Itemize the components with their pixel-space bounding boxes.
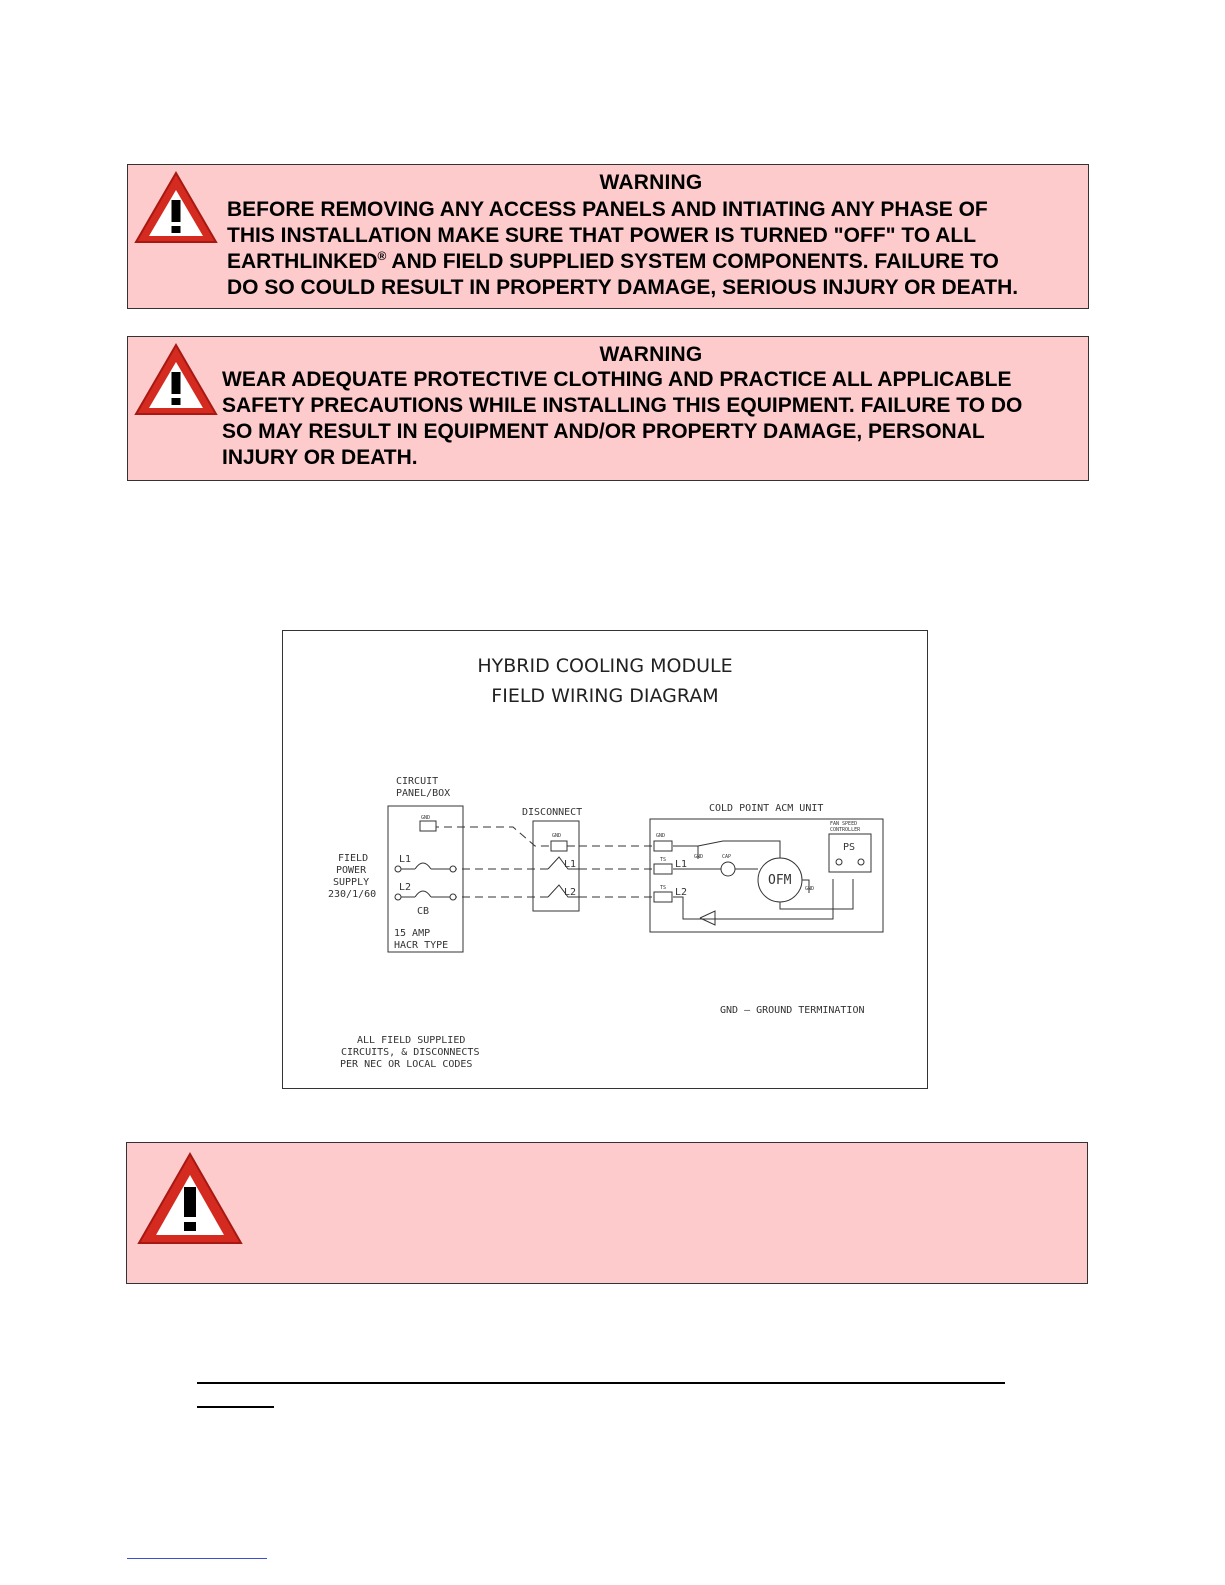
amp-rating-label: 15 AMP [394, 928, 431, 939]
ts-label: TS [660, 885, 667, 891]
amp-rating-label: HACR TYPE [394, 940, 449, 951]
field-wiring-diagram [282, 630, 928, 1089]
unit-label: COLD POINT ACM UNIT [709, 803, 824, 814]
warning-box-protective-clothing [127, 336, 1089, 481]
breaker-cb-label: CB [417, 906, 430, 917]
fan-controller-box [829, 834, 871, 872]
fan-controller-label: FAN SPEED [830, 821, 858, 827]
warning-text: WEAR ADEQUATE PROTECTIVE CLOTHING AND PRACTICE ALL APPLICABLE SAFETY PRECAUTIONS WHILE INSTALLING THIS EQUIPMENT. FAILURE TO DO SO MAY RESULT IN EQUIPMENT AND/OR PROPERTY DAMAGE, PERSONAL INJURY OR DEATH. [222, 368, 1023, 469]
warning-box-empty [126, 1142, 1088, 1284]
circuit-panel-label: PANEL/BOX [396, 788, 451, 799]
cap-label: CAP [722, 854, 732, 860]
field-note: ALL FIELD SUPPLIED [357, 1035, 466, 1046]
diagram-title-line1: HYBRID COOLING MODULE [477, 655, 733, 677]
field-note: PER NEC OR LOCAL CODES [340, 1059, 473, 1070]
circuit-panel-label: CIRCUIT [396, 776, 439, 787]
ofm-label: OFM [768, 873, 792, 888]
ts-label: TS [660, 857, 667, 863]
disconnect-l1-label: L1 [564, 859, 577, 870]
footnote-rule [127, 1558, 267, 1559]
gnd-label: GND [694, 854, 704, 860]
field-supply-label: FIELD [338, 853, 369, 864]
diagram-title-line2: FIELD WIRING DIAGRAM [491, 685, 719, 707]
warning-title: WARNING [599, 171, 703, 194]
underline-rule [197, 1406, 274, 1408]
breaker-l1-label: L1 [399, 854, 412, 865]
unit-l2-label: L2 [675, 887, 688, 898]
gnd-label: GND [552, 833, 562, 839]
breaker-l2-label: L2 [399, 882, 412, 893]
unit-l1-label: L1 [675, 859, 688, 870]
fan-controller-label: CONTROLLER [830, 827, 861, 833]
disconnect-l2-label: L2 [564, 887, 577, 898]
gnd-label: GND [421, 815, 431, 821]
disconnect-label: DISCONNECT [522, 807, 583, 818]
warning-box-power-off [127, 164, 1089, 309]
field-supply-label: SUPPLY [333, 877, 370, 888]
warning-title: WARNING [599, 343, 703, 366]
field-note: CIRCUITS, & DISCONNECTS [341, 1047, 480, 1058]
gnd-label: GND [656, 833, 666, 839]
registered-mark: ® [377, 249, 387, 263]
warning-triangle-icon [135, 1151, 245, 1247]
gnd-label: GND [805, 886, 815, 892]
warning-text: BEFORE REMOVING ANY ACCESS PANELS AND INTIATING ANY PHASE OF THIS INSTALLATION MAKE SURE THAT POWER IS TURNED "OFF" TO ALL EARTHLINKED® AND FIELD SUPPLIED SYSTEM COMPONENTS. FAILURE TO DO SO COULD RESULT IN PROPERTY DAMAGE, SERIOUS INJURY OR DEATH. [227, 198, 1019, 299]
wiring-schematic [283, 631, 929, 1090]
unit-box [650, 819, 883, 932]
capacitor [721, 862, 735, 876]
field-supply-label: POWER [336, 865, 367, 876]
ps-label: PS [843, 842, 856, 853]
gnd-legend: GND — GROUND TERMINATION [720, 1005, 865, 1016]
field-supply-label: 230/1/60 [328, 889, 377, 900]
underline-rule [197, 1382, 1005, 1384]
